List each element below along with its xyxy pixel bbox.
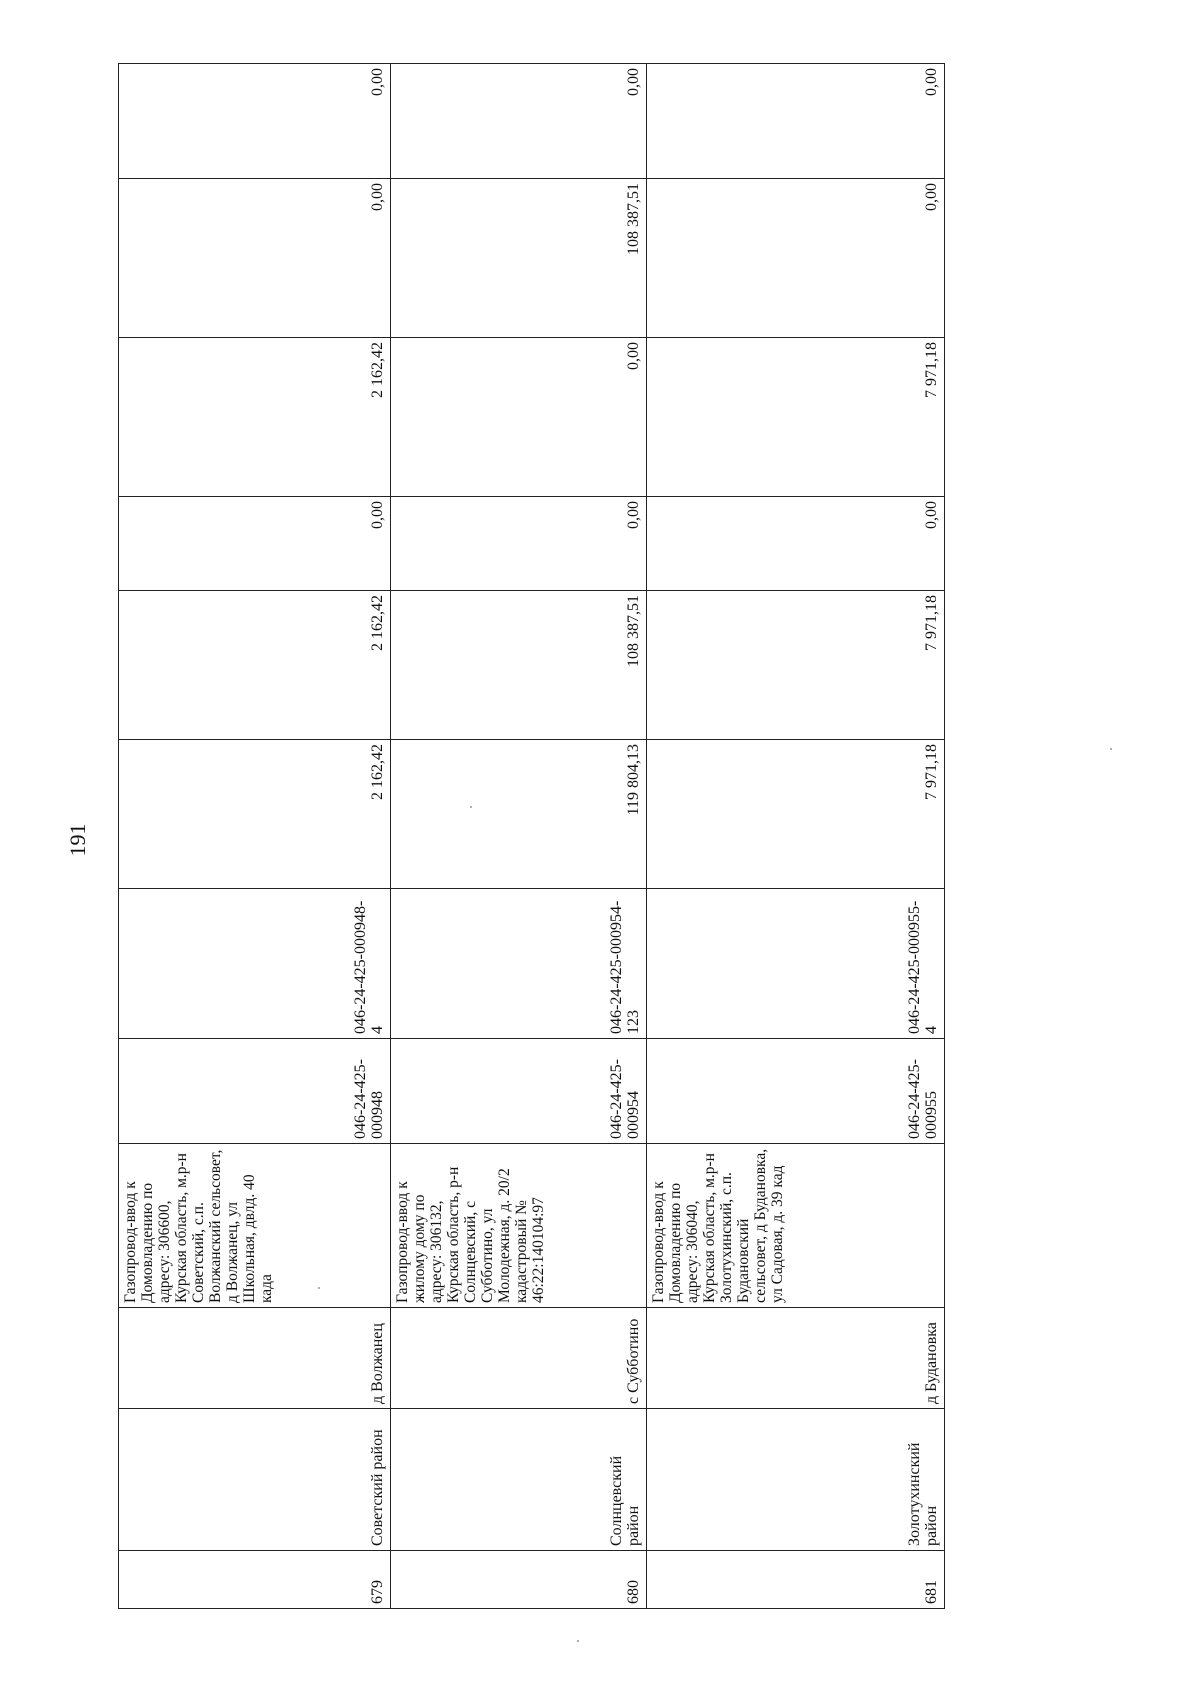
property-register-table [118,63,945,1609]
row-number: 680 [391,1551,647,1609]
value-cell: 0,00 [391,64,647,179]
value-cell: 0,00 [647,497,945,591]
value-cell: 2 162,42 [119,338,391,497]
object-code-cell: 046-24-425-000955 [647,1039,945,1144]
value-cell: 7 971,18 [647,338,945,497]
locality-cell: д Волжанец [119,1308,391,1409]
value-cell: 0,00 [391,497,647,591]
description-cell: Газопровод-ввод к Домовладению по адресу: 306600, Курская область, м.р-н Советский, с.п. Волжанский сельсовет, д Волжанец, ул Школьная, двлд. 40 када [119,1144,391,1308]
scan-speck [577,1640,579,1642]
page-number: 191 [65,823,90,857]
scan-speck [1110,748,1112,750]
value-cell: 108 387,51 [391,591,647,740]
value-cell: 7 971,18 [647,591,945,740]
district-cell: Солнцевский район [391,1409,647,1551]
value-cell: 108 387,51 [391,179,647,338]
inventory-number-cell: 046-24-425-000954-123 [391,889,647,1039]
locality-cell: с Субботино [391,1308,647,1409]
row-number: 681 [647,1551,945,1609]
value-cell: 0,00 [647,179,945,338]
district-cell: Советский район [119,1409,391,1551]
value-cell: 0,00 [119,64,391,179]
scan-speck [318,1287,320,1289]
table-row [647,64,945,1609]
rotated-table-wrapper [118,68,944,1609]
object-code-cell: 046-24-425-000954 [391,1039,647,1144]
district-cell: Золотухинский район [647,1409,945,1551]
value-cell: 2 162,42 [119,591,391,740]
value-cell: 2 162,42 [119,740,391,889]
locality-cell: д Будановка [647,1308,945,1409]
value-cell: 0,00 [391,338,647,497]
value-cell: 119 804,13 [391,740,647,889]
value-cell: 0,00 [119,497,391,591]
inventory-number-cell: 046-24-425-000948-4 [119,889,391,1039]
inventory-number-cell: 046-24-425-000955-4 [647,889,945,1039]
table-row [119,64,391,1609]
row-number: 679 [119,1551,391,1609]
description-cell: Газопровод-ввод к жилому дому по адресу: 306132, Курская область, р-н Солнцевский, с Субботино, ул Молодежная, д. 20/2 кадастровый № 46:22:140104:97 [391,1144,647,1308]
value-cell: 0,00 [647,64,945,179]
scan-speck [470,806,472,808]
value-cell: 0,00 [119,179,391,338]
table-row [391,64,647,1609]
value-cell: 7 971,18 [647,740,945,889]
object-code-cell: 046-24-425-000948 [119,1039,391,1144]
description-cell: Газопровод-ввод к Домовладению по адресу: 306040, Курская область, м.р-н Золотухинский, с.п. Будановский сельсовет, д Будановка, ул Садовая, д. 39 кад [647,1144,945,1308]
